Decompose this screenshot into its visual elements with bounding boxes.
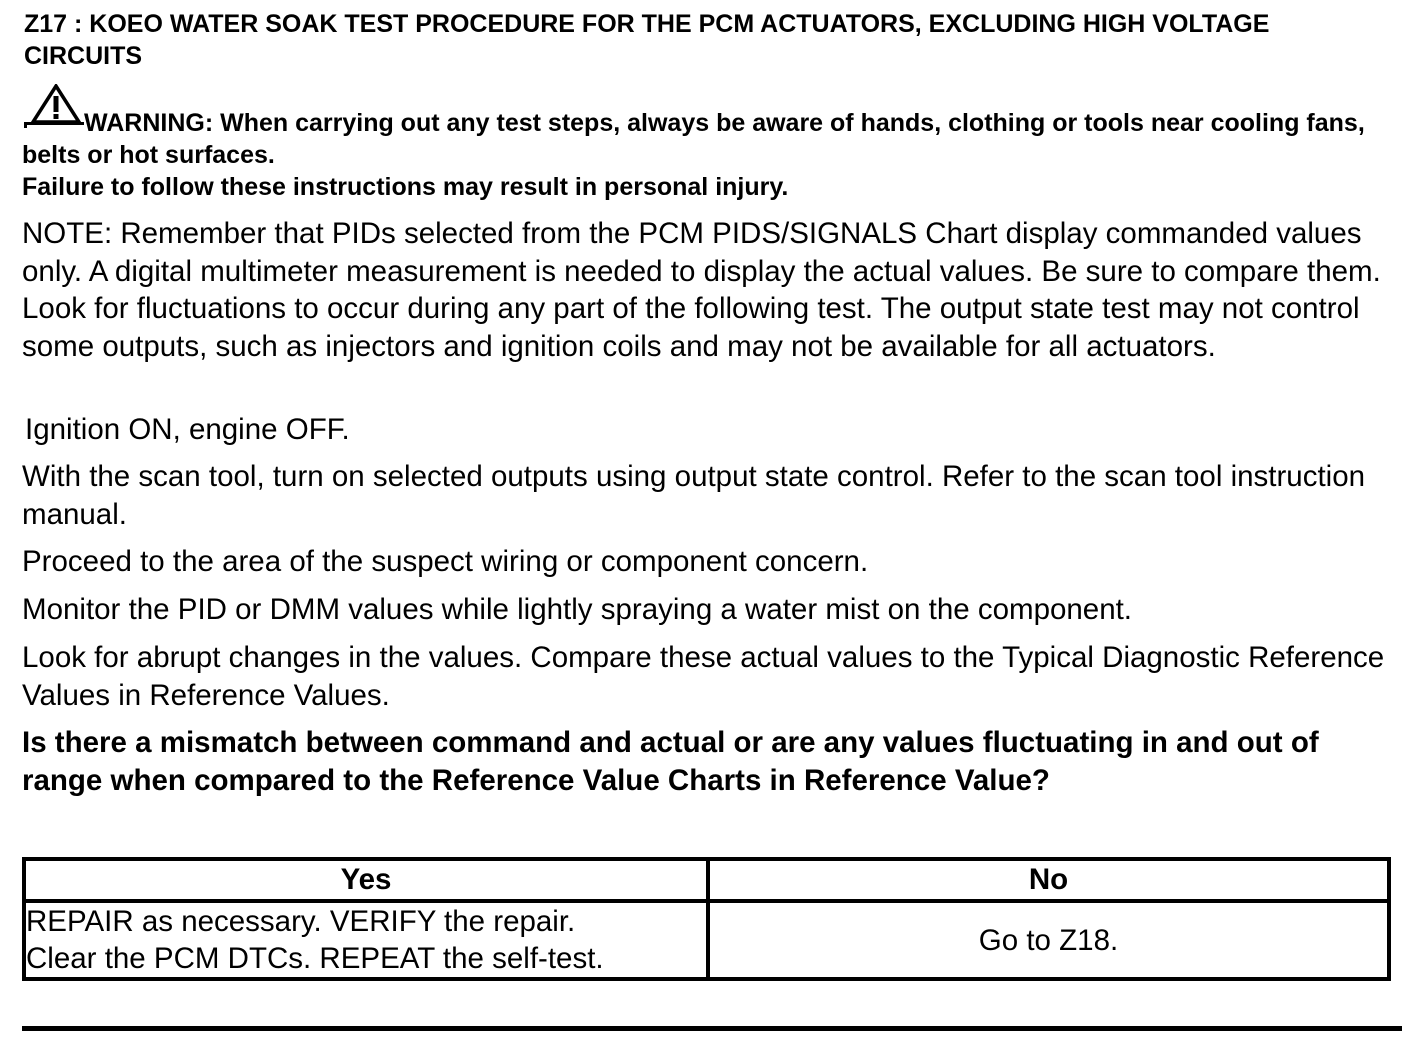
bottom-divider: [22, 1026, 1402, 1031]
table-row: [24, 901, 1389, 979]
warning-injury-text: Failure to follow these instructions may result in personal injury.: [22, 173, 789, 201]
result-table: [22, 857, 1391, 981]
yes-action-cell: [24, 901, 708, 979]
test-question: Is there a mismatch between command and actual or are any values fluctuating in and out of range when compared to the Reference Value Charts in Reference Value?: [22, 726, 1319, 797]
step-proceed: Proceed to the area of the suspect wiring or component concern.: [22, 545, 869, 578]
warning-block: [22, 107, 1402, 203]
procedure-title: Z17 : KOEO WATER SOAK TEST PROCEDURE FOR THE PCM ACTUATORS, EXCLUDING HIGH VOLTAGE CIRCUITS: [24, 10, 1270, 70]
table-header-row: [24, 859, 1389, 901]
yes-header: Yes: [24, 859, 708, 901]
note-paragraph: NOTE: Remember that PIDs selected from the PCM PIDS/SIGNALS Chart display commanded values only. A digital multimeter measurement is needed to display the actual values. Be sure to compare them. Look for fluctuations to occur during any part of the following test. The output state test may not control some outputs, such as injectors and ignition coils and may not be available for all actuators.: [22, 217, 1381, 363]
step-scan-tool: With the scan tool, turn on selected outputs using output state control. Refer to the scan tool instruction manual.: [22, 460, 1366, 531]
warning-text: WARNING: When carrying out any test steps, always be aware of hands, clothing or tools near cooling fans, belts or hot surfaces.: [22, 109, 1365, 169]
yes-action-line2: Clear the PCM DTCs. REPEAT the self-test.: [26, 942, 604, 975]
step-look-for-changes: Look for abrupt changes in the values. Compare these actual values to the Typical Diagnostic Reference Values in Reference Values.: [22, 641, 1385, 712]
yes-action-line1: REPAIR as necessary. VERIFY the repair.: [26, 905, 576, 938]
step-monitor: Monitor the PID or DMM values while lightly spraying a water mist on the component.: [22, 593, 1132, 626]
step-ignition: Ignition ON, engine OFF.: [25, 413, 350, 446]
no-action-cell: Go to Z18.: [708, 901, 1389, 979]
no-header: No: [708, 859, 1389, 901]
